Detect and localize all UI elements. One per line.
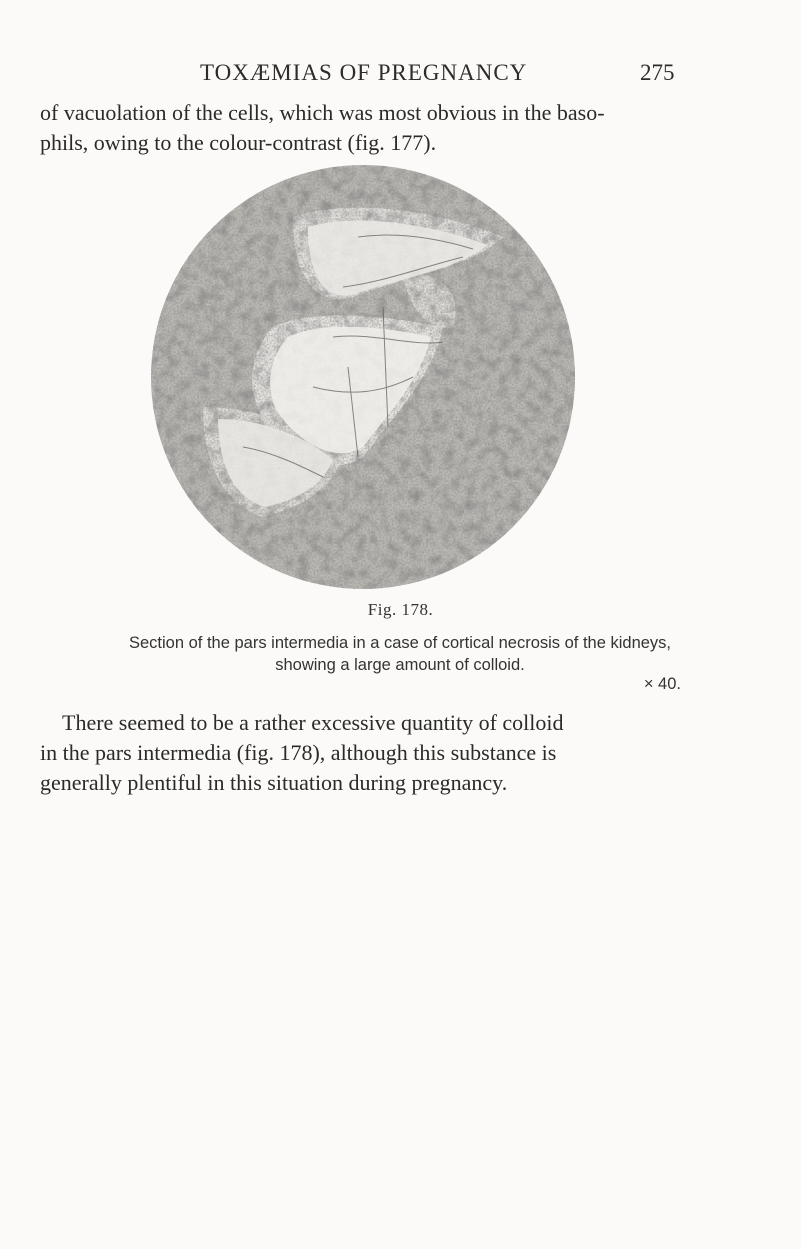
caption-line: Section of the pars intermedia in a case of cortical necrosis of the kidneys, [128,634,672,652]
text-line: There seemed to be a rather excessive quantity of colloid [62,710,564,735]
paragraph [40,708,740,798]
figure-caption [60,632,740,676]
text-line: of vacuolation of the cells, which was most obvious in the baso- [40,100,605,125]
text-line: generally plentiful in this situation during pregnancy. [40,770,508,795]
paragraph-continued [40,98,740,158]
text-line: phils, owing to the colour-contrast (fig. 177). [40,130,437,155]
micrograph-image [143,157,583,597]
caption-line: showing a large amount of colloid. [275,656,525,674]
page-number: 275 [640,60,675,85]
running-title: TOXÆMIAS OF PREGNANCY [200,60,528,85]
figure-label: Fig. 178. [367,600,434,619]
magnification: × 40. [643,675,681,693]
text-line: in the pars intermedia (fig. 178), although this substance is [40,740,557,765]
